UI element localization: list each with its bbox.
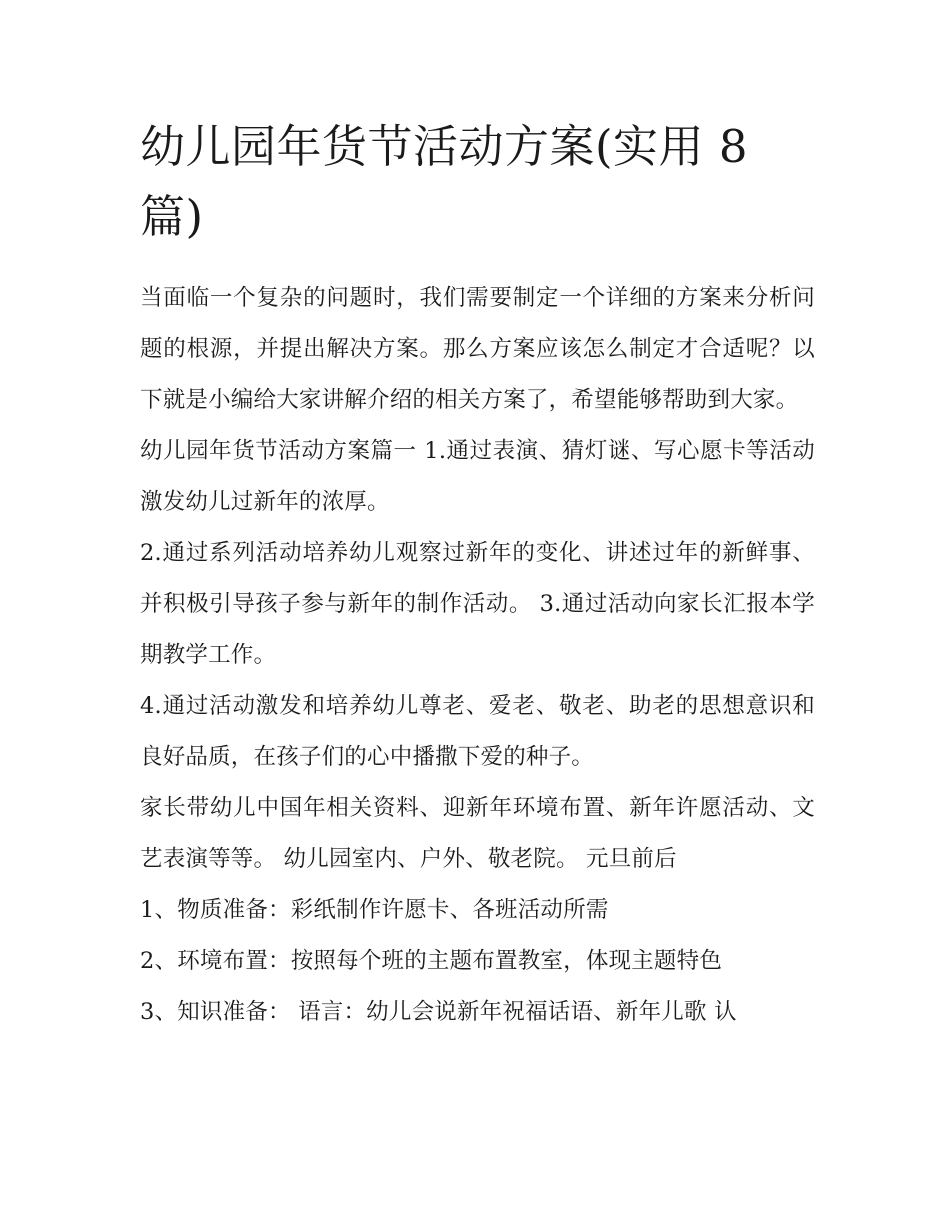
paragraph-5: 1、物质准备：彩纸制作许愿卡、各班活动所需 (140, 897, 609, 923)
paragraph-1: 幼儿园年货节活动方案篇一 1.通过表演、猜灯谜、写心愿卡等活动激发幼儿过新年的浓厚。 (140, 438, 815, 515)
paragraph-4: 家长带幼儿中国年相关资料、迎新年环境布置、新年许愿活动、文艺表演等等。 幼儿园室内、户外、敬老院。 元旦前后 (140, 795, 815, 872)
paragraph-2: 2.通过系列活动培养幼儿观察过新年的变化、讲述过年的新鲜事、并积极引导孩子参与新年的制作活动。 3.通过活动向家长汇报本学期教学工作。 (140, 540, 815, 668)
paragraph-6: 2、环境布置：按照每个班的主题布置教室，体现主题特色 (140, 948, 723, 974)
paragraph-intro: 当面临一个复杂的问题时，我们需要制定一个详细的方案来分析问题的根源，并提出解决方案。那么方案应该怎么制定才合适呢？以下就是小编给大家讲解介绍的相关方案了，希望能够帮助到大家。 (140, 285, 815, 413)
paragraph-3: 4.通过活动激发和培养幼儿尊老、爱老、敬老、助老的思想意识和良好品质，在孩子们的心中播撒下爱的种子。 (140, 693, 815, 770)
paragraph-7: 3、知识准备： 语言：幼儿会说新年祝福话语、新年儿歌 认 (140, 999, 737, 1025)
document-page (140, 112, 815, 1038)
document-title: 幼儿园年货节活动方案(实用 8 篇) (140, 120, 748, 243)
